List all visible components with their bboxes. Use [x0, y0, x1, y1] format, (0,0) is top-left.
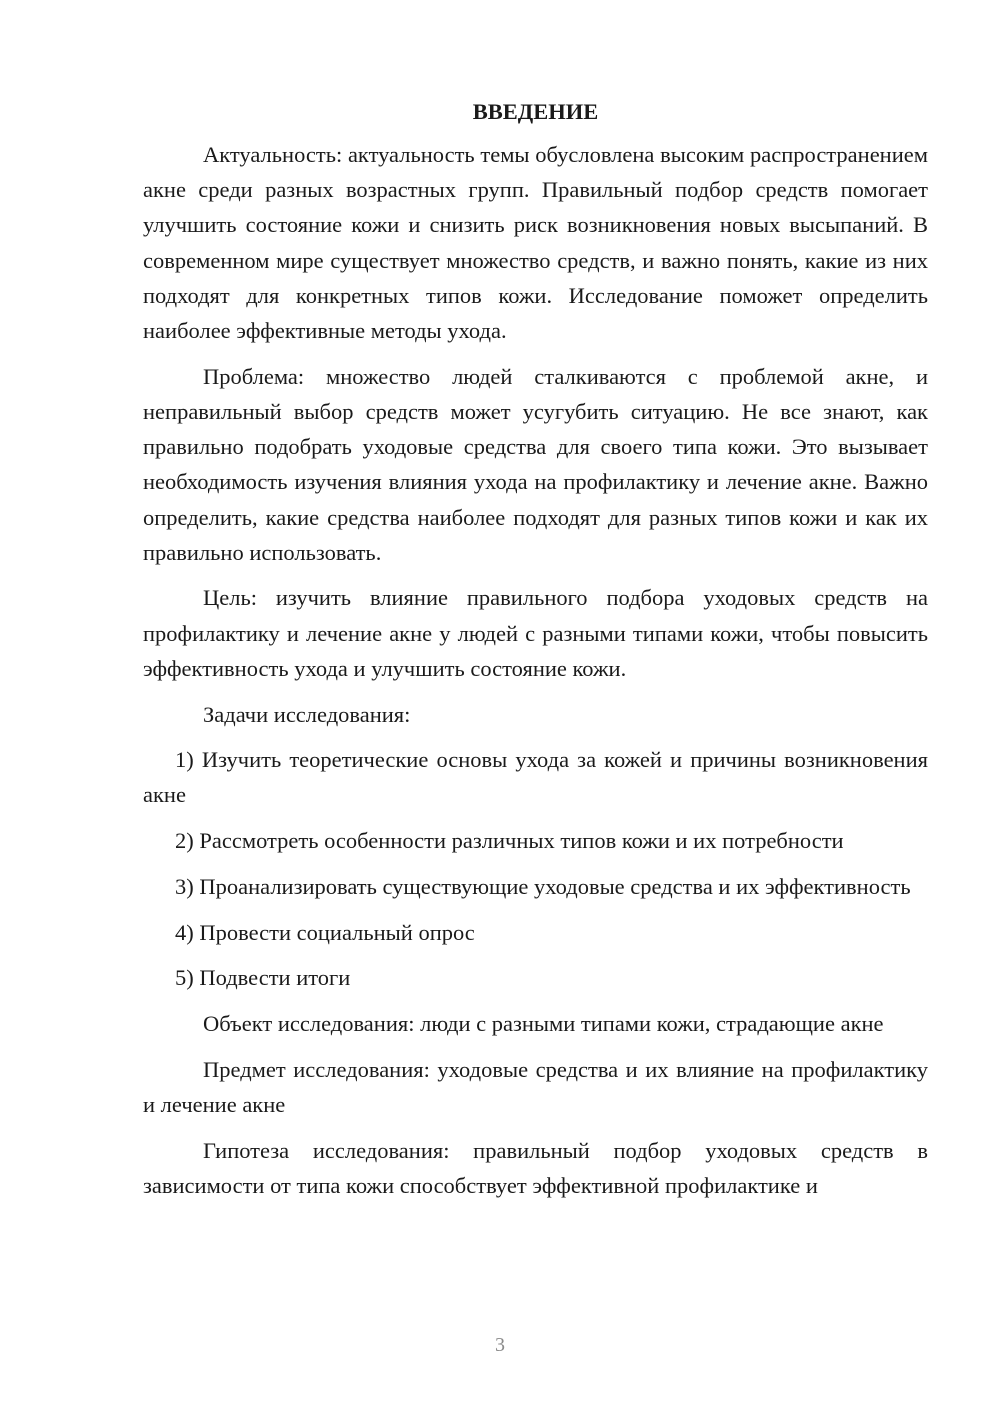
paragraph-relevance: Актуальность: актуальность темы обусловлена высоким распространением акне среди разных возрастных групп. Правильный подбор средств помогает улучшить состояние кожи и снизить риск возникновения новых высыпаний. В современном мире существует множество средств, и важно понять, какие из них подходят для конкретных типов кожи. Исследование поможет определить наиболее эффективные методы ухода.: [143, 142, 928, 344]
paragraph-tasks-heading: Задачи исследования:: [203, 701, 411, 727]
paragraph-object: Объект исследования: люди с разными типами кожи, страдающие акне: [203, 1010, 884, 1036]
page-number: 3: [495, 1334, 505, 1356]
paragraph-problem: Проблема: множество людей сталкиваются с проблемой акне, и неправильный выбор средств может усугубить ситуацию. Не все знают, как правильно подобрать уходовые средства для своего типа кожи. Это вызывает необходимость изучения влияния ухода на профилактику и лечение акне. Важно определить, какие средства наиболее подходят для разных типов кожи и как их правильно использовать.: [143, 363, 928, 565]
list-item: 5) Подвести итоги: [175, 965, 351, 991]
page-content: [143, 96, 928, 1213]
paragraph-hypothesis: Гипотеза исследования: правильный подбор уходовых средств в зависимости от типа кожи способствует эффективной профилактике и: [143, 1137, 928, 1198]
page-title: ВВЕДЕНИЕ: [472, 99, 599, 124]
list-item: 1) Изучить теоретические основы ухода за кожей и причины возникновения акне: [143, 747, 928, 808]
paragraph-goal: Цель: изучить влияние правильного подбора уходовых средств на профилактику и лечение акне у людей с разными типами кожи, чтобы повысить эффективность ухода и улучшить состояние кожи.: [143, 585, 928, 681]
list-item: 2) Рассмотреть особенности различных типов кожи и их потребности: [175, 828, 844, 854]
paragraph-subject: Предмет исследования: уходовые средства и их влияние на профилактику и лечение акне: [143, 1056, 928, 1117]
list-item: 3) Проанализировать существующие уходовые средства и их эффективность: [175, 873, 911, 899]
tasks-list: [143, 742, 928, 995]
list-item: 4) Провести социальный опрос: [175, 919, 475, 945]
